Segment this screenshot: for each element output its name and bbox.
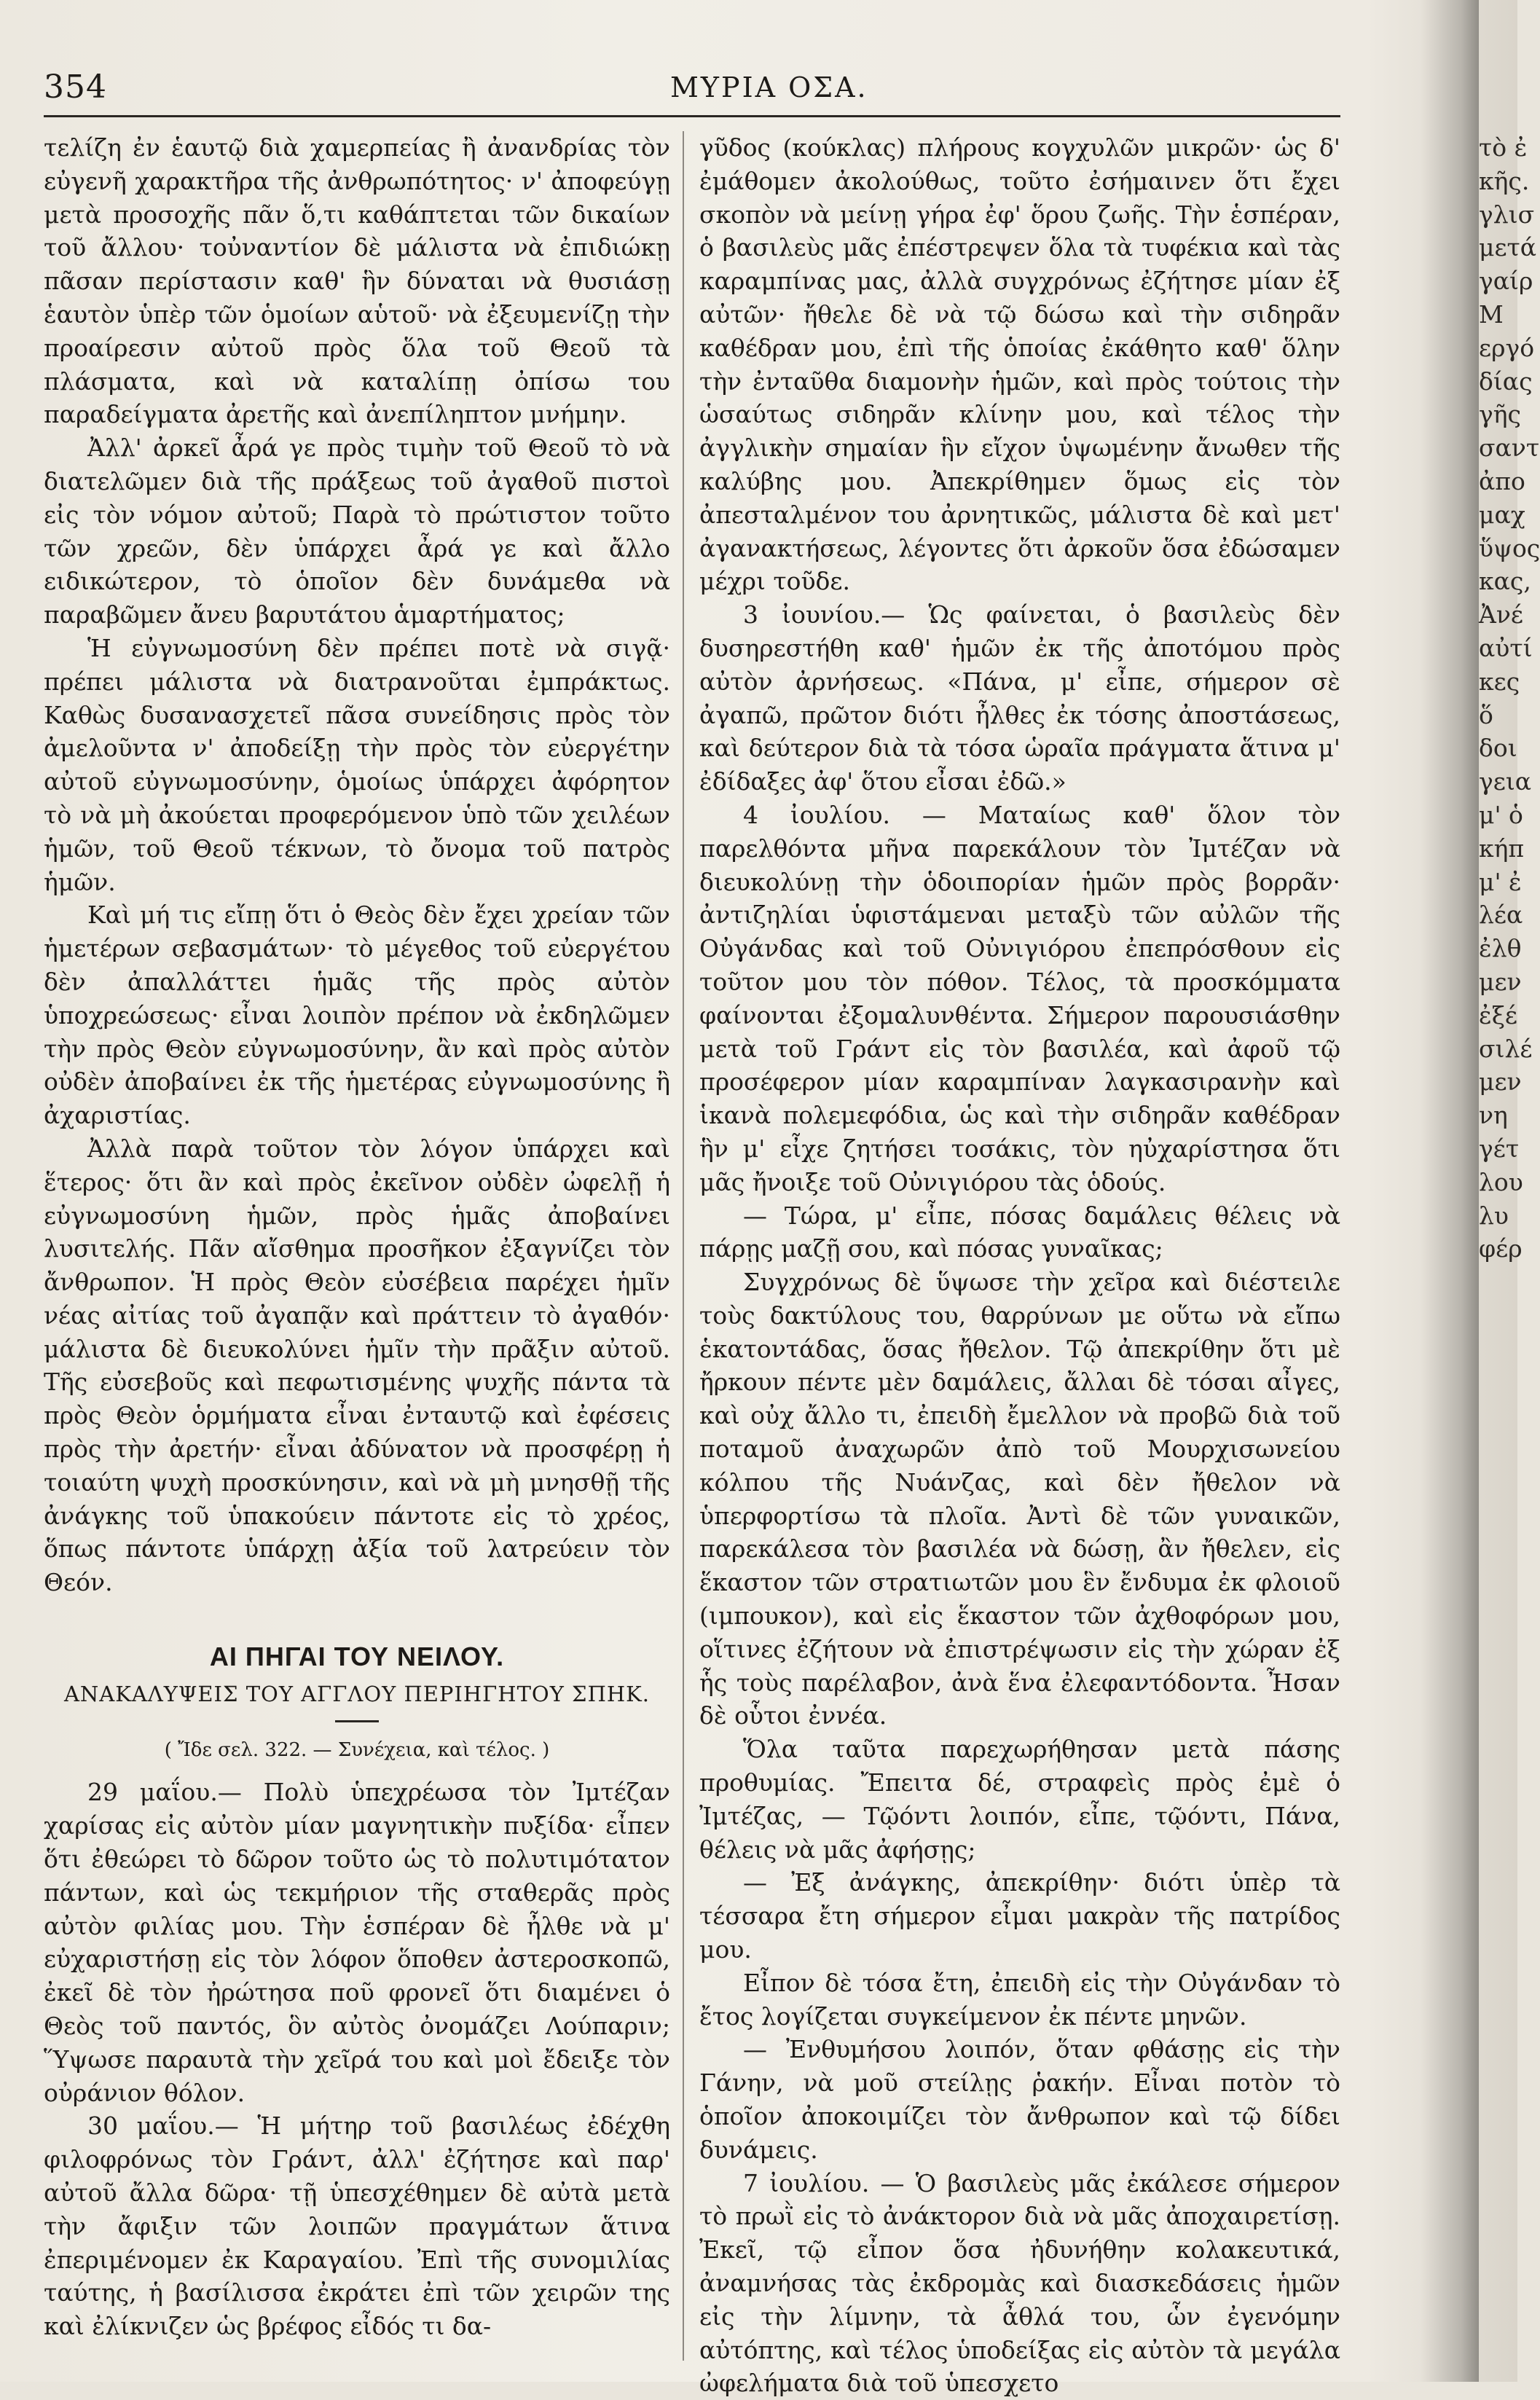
body-paragraph: — Ἐξ ἀνάγκης, ἀπεκρίθην· διότι ὑπὲρ τὰ τέσσαρα ἔτη σήμερον εἶμαι μακρὰν τῆς πατρίδος μου. [699,1868,1340,1964]
body-paragraph: Ἡ εὐγνωμοσύνη δὲν πρέπει ποτὲ νὰ σιγᾷ· πρέπει μάλιστα νὰ διατρανοῦται ἐμπράκτως. Καθὼς δυσανασχετεῖ πᾶσα συνείδησις πρὸς τὸν ἀμελοῦντα ν' ἀποδείξῃ τὴν πρὸς τὸν εὐεργέτην αὐτοῦ εὐγνωμοσύνην, ὁμοίως ὑπάρχει ἀφόρητον τὸ νὰ μὴ ἀκούεται προφερόμενον ὑπὸ τῶν χειλέων ἡμῶν, τοῦ Θεοῦ τέκνων, τὸ ὄνομα τοῦ πατρὸς ἡμῶν. [44,633,670,896]
next-page-fragment: τὸ ἐ [1479,133,1528,162]
next-page-fragment: δίας [1479,366,1533,396]
next-page-fragment: κες [1479,667,1520,696]
body-paragraph: — Τώρα, μ' εἶπε, πόσας δαμάλεις θέλεις νὰ πάρῃς μαζῇ σου, καὶ πόσας γυναῖκας; [699,1201,1340,1263]
next-page-fragment: σαντ [1479,434,1540,463]
next-page-fragment: λυ [1479,1201,1509,1230]
column-divider [683,131,684,2361]
body-paragraph: Εἶπον δὲ τόσα ἔτη, ἐπειδὴ εἰς τὴν Οὐγάνδαν τὸ ἔτος λογίζεται συγκείμενον ἐκ πέντε μηνῶν. [699,1968,1340,2031]
page-number: 354 [44,68,107,106]
next-page-fragment: γέτ [1479,1134,1520,1163]
next-page-fragment: μ' ὁ [1479,800,1523,829]
title-rule [335,1720,379,1722]
body-paragraph: τελίζη ἐν ἑαυτῷ διὰ χαμερπείας ἢ ἀνανδρίας τὸν εὐγενῆ χαρακτῆρα τῆς ἀνθρωπότητος· ν' ἀποφεύγῃ μετὰ προσοχῆς πᾶν ὅ,τι καθάπτεται τῶν δικαίων τοῦ ἄλλου· τοὐναντίον δὲ μάλιστα νὰ ἐπιδιώκῃ πᾶσαν περίστασιν καθ' ἣν δύναται νὰ θυσιάσῃ ἑαυτὸν ὑπὲρ τῶν ὁμοίων αὑτοῦ· νὰ ἐξευμενίζῃ τὴν προαίρεσιν αὐτοῦ πρὸς ὅλα τοῦ Θεοῦ τὰ πλάσματα, καὶ νὰ καταλίπῃ ὀπίσω του παραδείγματα ἀρετῆς καὶ ἀνεπίληπτον μνήμην. [44,133,670,429]
next-page-fragment: λέα [1479,901,1523,930]
body-paragraph: Καὶ μή τις εἴπῃ ὅτι ὁ Θεὸς δὲν ἔχει χρείαν τῶν ἡμετέρων σεβασμάτων· τὸ μέγεθος τοῦ εὐεργέτου δὲν ἀπαλλάττει ἡμᾶς τῆς πρὸς αὐτὸν ὑποχρεώσεως· εἶναι λοιπὸν πρέπον νὰ ἐκδηλῶμεν τὴν πρὸς Θεὸν εὐγνωμοσύνην, ἂν καὶ πρὸς αὐτὸν οὐδὲν ἀποβαίνει ἐκ τῆς ἡμετέρας εὐγνωμοσύνης ἢ ἀχαριστίας. [44,901,670,1130]
diary-entry: 7 ἰουλίου. — Ὁ βασιλεὺς μᾶς ἐκάλεσε σήμερον τὸ πρωῒ εἰς τὸ ἀνάκτορον διὰ νὰ μᾶς ἀποχαιρετίσῃ. Ἐκεῖ, τῷ εἶπον ὅσα ἠδυνήθην κολακευτικά, ἀναμνήσας τὰς ἐκδρομὰς καὶ διασκεδάσεις ἡμῶν εἰς τὴν λίμνην, τὰ ἆθλά του, ὧν ἐγενόμην αὐτόπτης, καὶ τέλος ὑποδείξας εἰς αὐτὸν τὰ μεγάλα ὠφελήματα διὰ τοῦ ὑπεσχετο [699,2168,1340,2398]
next-page-fragment: σιλέ [1479,1034,1533,1063]
next-page-fragment: ἀπο [1479,466,1525,495]
body-paragraph: γῦδος (κούκλας) πλήρους κογχυλῶν μικρῶν· ὡς δ' ἐμάθομεν ἀκολούθως, τοῦτο ἐσήμαινεν ὅτι ἔχει σκοπὸν νὰ μείνῃ γήρα ἐφ' ὅρου ζωῆς. Τὴν ἑσπέραν, ὁ βασιλεὺς μᾶς ἐπέστρεψεν ὅλα τὰ τυφέκια καὶ τὰς καραμπίνας μας, ἀλλὰ συγχρόνως ἐζήτησε μίαν ἐξ αὐτῶν· ἤθελε δὲ νὰ τῷ δώσω καὶ τὴν σιδηρᾶν καθέδραν μου, ἐπὶ τῆς ὁποίας ἐκάθητο καθ' ὅλην τὴν ἐνταῦθα διαμονὴν ἡμῶν, καὶ πρὸς τούτοις τὴν ὡσαύτως σιδηρᾶν κλίνην μου, καὶ τέλος τὴν ἀγγλικὴν σημαίαν ἣν εἴχον ὑψωμένην ἄνωθεν τῆς καλύβης μου. Ἀπεκρίθημεν ὅμως εἰς τὸν ἀπεσταλμένον του ἀρνητικῶς, μάλιστα δὲ καὶ μετ' ἀγανακτήσεως, λέγοντες ὅτι ἀρκοῦν ὅσα ἐδώσαμεν μέχρι τοῦδε. [699,133,1340,596]
next-page-fragment: μετά [1479,233,1537,262]
article-subtitle: ΑΝΑΚΑΛΥΨΕΙΣ ΤΟΥ ΑΓΓΛΟΥ ΠΕΡΙΗΓΗΤΟΥ ΣΠΗΚ. [63,1681,651,1706]
binding-shadow [1421,0,1479,2382]
running-title: ΜΥΡΙΑ ΟΣΑ. [670,71,868,103]
next-page-fragment: μ' ἐ [1479,867,1522,896]
page-header [44,64,1340,117]
next-page-fragment: γλισ [1479,200,1535,229]
next-page-fragment: μεν [1479,967,1522,996]
next-page-fragment: εργό [1479,333,1535,362]
right-column [699,131,1340,2400]
next-page-fragment: γεια [1479,767,1532,796]
next-page-fragment: ἐξέ [1479,1000,1517,1030]
next-page-fragment: φέρ [1479,1234,1523,1263]
next-page-edge [1479,131,1540,1266]
continuation-reference: ( Ἴδε σελ. 322. — Συνέχεια, καὶ τέλος. ) [164,1738,550,1761]
next-page-fragment: δοι [1479,734,1517,763]
next-page-fragment: αὐτί [1479,633,1533,662]
article-title: ΑΙ ΠΗΓΑΙ ΤΟΥ ΝΕΙΛΟΥ. [209,1642,505,1672]
body-paragraph: Ὅλα ταῦτα παρεχωρήθησαν μετὰ πάσης προθυμίας. Ἔπειτα δέ, στραφεὶς πρὸς ἐμὲ ὁ Ἰμτέζας, — Τῷόντι λοιπόν, εἶπε, τῷόντι, Πάνα, θέλεις νὰ μᾶς ἀφήσῃς; [699,1735,1340,1864]
next-page-fragment: μαχ [1479,500,1525,529]
next-page-fragment: Μ [1479,299,1504,329]
next-page-fragment: κῆς. [1479,166,1530,195]
next-page-fragment: νη [1479,1101,1508,1130]
next-page-fragment: κας, [1479,567,1531,596]
next-page-fragment: ὅ [1479,700,1493,729]
body-paragraph: Ἀλλὰ παρὰ τοῦτον τὸν λόγον ὑπάρχει καὶ ἕτερος· ὅτι ἂν καὶ πρὸς ἐκεῖνον οὐδὲν ὠφελῇ ἡ εὐγνωμοσύνη ἡμῶν, πρὸς ἡμᾶς ἀποβαίνει λυσιτελής. Πᾶν αἴσθημα προσῆκον ἐξαγνίζει τὸν ἄνθρωπον. Ἡ πρὸς Θεὸν εὐσέβεια παρέχει ἡμῖν νέας αἰτίας τοῦ ἀγαπᾷν καὶ πράττειν τὸ ἀγαθόν· μάλιστα δὲ διευκολύνει ἡμῖν τὴν πρᾶξιν αὐτοῦ. Τῆς εὐσεβοῦς καὶ πεφωτισμένης ψυχῆς πάντα τὰ πρὸς Θεὸν ὁρμήματα εἶναι ἐνταυτῷ καὶ ἐφέσεις πρὸς τὴν ἀρετήν· εἶναι ἀδύνατον νὰ προσφέρῃ ἡ τοιαύτη ψυχὴ προσκύνησιν, καὶ νὰ μὴ μνησθῇ τῆς ἀνάγκης τοῦ ὑπακούειν πάντοτε εἰς τὸ χρέος, ὅπως πάντοτε ὑπάρχῃ ἀξία τοῦ λατρεύειν τὸν Θεόν. [44,1134,670,1597]
next-page-fragment: κήπ [1479,834,1525,863]
diary-entry: 4 ἰουλίου. — Ματαίως καθ' ὅλον τὸν παρελθόντα μῆνα παρεκάλουν τὸν Ἰμτέζαν νὰ διευκολύνῃ τὴν ὁδοιπορίαν ἡμῶν πρὸς βορρᾶν· ἀντιζηλίαι ὑφιστάμεναι μεταξὺ τῶν αὐλῶν τῆς Οὐγάνδας καὶ τοῦ Οὐνιγιόρου ἐπεπρόσθουν εἰς τοῦτον μου τὸν πόθον. Τέλος, τὰ προσκόμματα φαίνονται ἐξομαλυνθέντα. Σήμερον παρουσιάσθην μετὰ τοῦ Γράντ εἰς τὸν βασιλέα, καὶ ἀφοῦ τῷ προσέφερον μίαν καραμπίναν λαγκασιρανὴν καὶ ἱκανὰ πολεμεφόδια, ὡς καὶ τὴν σιδηρᾶν καθέδραν ἣν μ' εἶχε ζητήσει τοσάκις, τὸν ηὐχαρίστησα ὅτι μᾶς ἤνοιξε τοῦ Οὐνιγιόρου τὰς ὁδούς. [699,800,1340,1196]
next-page-fragment: λου [1479,1167,1523,1196]
next-page-fragment: γαίρ [1479,267,1533,296]
body-paragraph: Ἀλλ' ἀρκεῖ ἆρά γε πρὸς τιμὴν τοῦ Θεοῦ τὸ νὰ διατελῶμεν διὰ τῆς πράξεως τοῦ ἀγαθοῦ πιστοὶ εἰς τὸν νόμον αὐτοῦ; Παρὰ τὸ πρώτιστον τοῦτο τῶν χρεῶν, δὲν ὑπάρχει ἆρά γε καὶ ἄλλο ειδικώτερον, τὸ ὁποῖον δὲν δυνάμεθα νὰ παραβῶμεν ἄνευ βαρυτάτου ἁμαρτήματος; [44,434,670,630]
next-page-fragment: ὕψος [1479,533,1540,562]
diary-entry: 29 μαΐου.— Πολὺ ὑπεχρέωσα τὸν Ἰμτέζαν χαρίσας εἰς αὐτὸν μίαν μαγνητικὴν πυξίδα· εἶπεν ὅτι ἐθεώρει τὸ δῶρον τοῦτο ὡς τὸ πολυτιμότατον πάντων, καὶ ὡς τεκμήριον τῆς σταθερᾶς πρὸς αὐτὸν φιλίας μου. Τὴν ἑσπέραν δὲ ἦλθε νὰ μ' εὐχαριστήσῃ εἰς τὸν λόφον ὅποθεν ἀστεροσκοπῶ, ἐκεῖ δὲ τὸν ἠρώτησα ποῦ φρονεῖ ὅτι διαμένει ὁ Θεὸς τοῦ παντός, ὃν αὐτὸς ὀνομάζει Λούπαριν; Ὕψωσε παραυτὰ τὴν χεῖρά του καὶ μοὶ ἔδειξε τὸν οὐράνιον θόλον. [44,1778,670,2107]
diary-entry: 3 ἰουνίου.— Ὡς φαίνεται, ὁ βασιλεὺς δὲν δυσηρεστήθη καθ' ἡμῶν ἐκ τῆς ἀποτόμου πρὸς αὐτὸν ἀρνήσεως. «Πάνα, μ' εἶπε, σήμερον σὲ ἀγαπῶ, πρῶτον διότι ἦλθες ἐκ τόσης ἀποστάσεως, καὶ δεύτερον διὰ τὰ τόσα ὡραῖα πράγματα ἅτινα μ' ἐδίδαξες ἀφ' ὅτου εἶσαι ἐδῶ.» [699,600,1340,796]
next-page-fragment: ἐλθ [1479,934,1522,963]
body-paragraph: Συγχρόνως δὲ ὕψωσε τὴν χεῖρα καὶ διέστειλε τοὺς δακτύλους του, θαρρύνων με οὕτω νὰ εἴπω ἑκατοντάδας, ὅσας ἤθελον. Τῷ ἀπεκρίθην ὅτι μὲ ἤρκουν πέντε μὲν δαμάλεις, ἄλλαι δὲ τόσαι αἶγες, καὶ οὐχ ἄλλο τι, ἐπειδὴ ἔμελλον νὰ προβῶ διὰ τοῦ ποταμοῦ ἀναχωρῶν ἀπὸ τοῦ Μουρχισωνείου κόλπου τῆς Νυάνζας, καὶ δὲν ἤθελον νὰ ὑπερφορτίσω τὰ πλοῖα. Ἀντὶ δὲ τῶν γυναικῶν, παρεκάλεσα τὸν βασιλέα νὰ δώσῃ, ἂν ἤθελεν, εἰς ἕκαστον τῶν στρατιωτῶν μου ἓν ἔνδυμα ἐκ φλοιοῦ (ιμπουκον), καὶ εἰς ἕκαστον τῶν ἀχθοφόρων μου, οἵτινες ἐζήτουν νὰ ἐπιστρέψωσιν εἰς τὴν χώραν ἐξ ἧς τοὺς παρέλαβον, ἀνὰ ἕνα ἐλεφαντόδοντα. Ἦσαν δὲ οὗτοι ἐννέα. [699,1268,1340,1730]
next-page-fragment: Ἀνέ [1479,600,1523,630]
diary-entry: 30 μαΐου.— Ἡ μήτηρ τοῦ βασιλέως ἐδέχθη φιλοφρόνως τὸν Γράντ, ἀλλ' ἐζήτησε καὶ παρ' αὐτοῦ ἄλλα δῶρα· τῇ ὑπεσχέθημεν δὲ αὐτὰ μετὰ τὴν ἄφιξιν τῶν λοιπῶν πραγμάτων ἅτινα ἐπεριμένομεν ἐκ Καραγαίου. Ἐπὶ τῆς συνομιλίας ταύτης, ἡ βασίλισσα ἐκράτει ἐπὶ τῶν χειρῶν της καὶ ἐλίκνιζεν ὡς βρέφος εἶδός τι δα- [44,2111,670,2341]
body-paragraph: — Ἐνθυμήσου λοιπόν, ὅταν φθάσῃς εἰς τὴν Γάνην, νὰ μοῦ στείλῃς ῥακήν. Εἶναι ποτὸν τὸ ὁποῖον ἀποκοιμίζει τὸν ἄνθρωπον καὶ τῷ δίδει δυνάμεις. [699,2035,1340,2164]
left-column [44,131,670,2343]
next-page-fragment: μεν [1479,1067,1522,1097]
next-page-fragment: γῆς [1479,400,1521,429]
